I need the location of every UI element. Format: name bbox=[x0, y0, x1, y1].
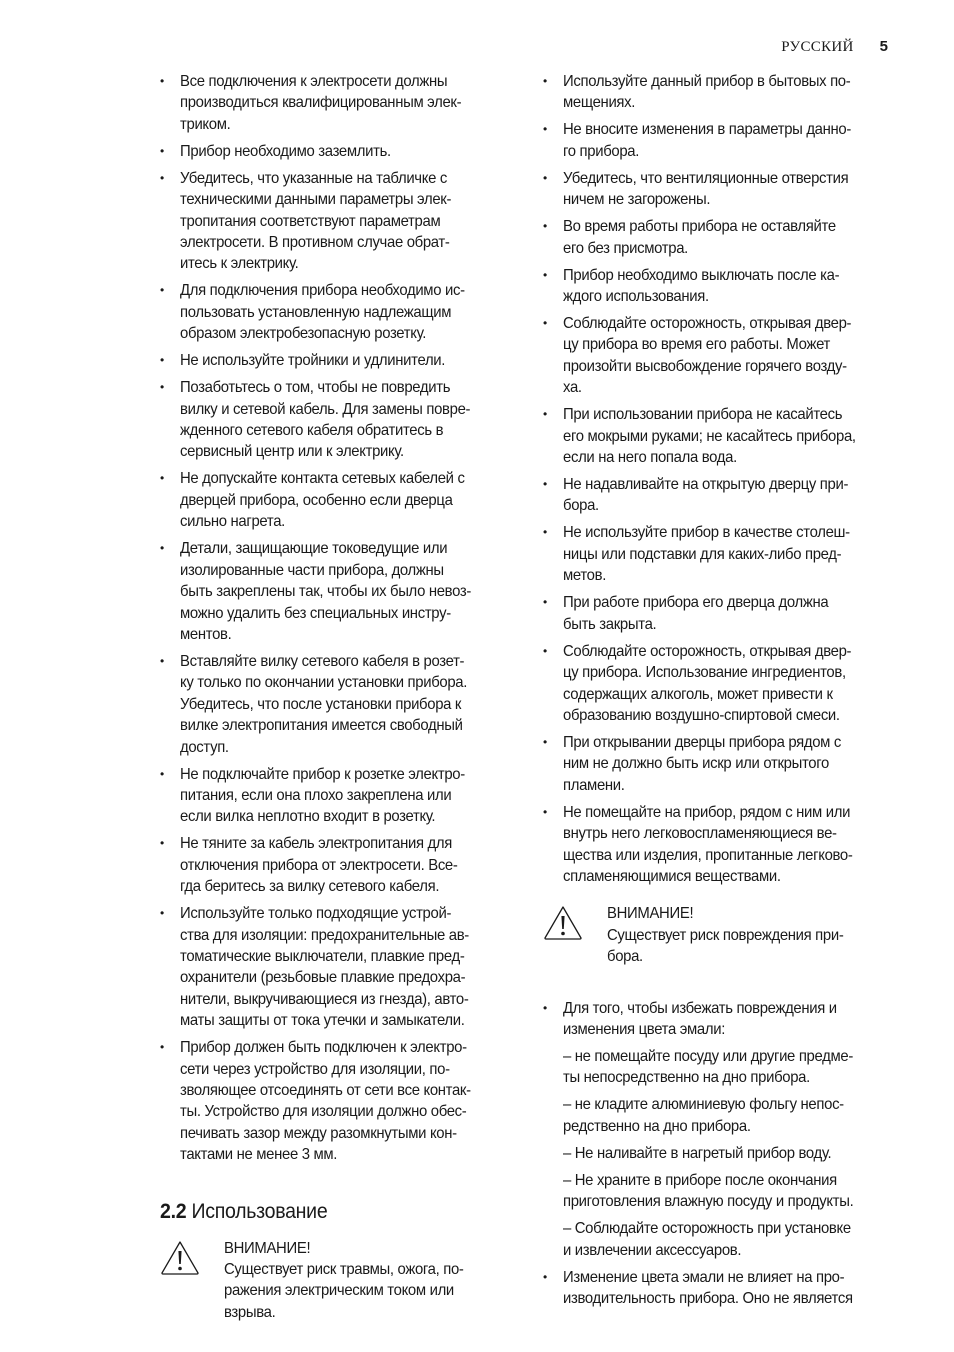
text-line: Используйте данный прибор в бытовых по- bbox=[563, 73, 851, 90]
text-line: – не кладите алюминиевую фольгу непос- bbox=[563, 1096, 844, 1114]
text-line: вилку и сетевой кабель. Для замены повре- bbox=[180, 400, 471, 418]
enamel-care-list bbox=[543, 998, 888, 1310]
text-line: Детали, защищающие токоведущие или bbox=[180, 540, 448, 558]
text-line: цу прибора во время его работы. Может bbox=[563, 336, 831, 354]
text-line: Убедитесь, что вентиляционные отверстия bbox=[563, 169, 849, 187]
text-line: вилке электропитания имеется свободный bbox=[180, 717, 463, 735]
text-line: бора. bbox=[607, 948, 643, 966]
text-line: Используйте только подходящие устрой- bbox=[180, 905, 452, 923]
bullet-icon: • bbox=[160, 471, 165, 486]
safety-list-usage bbox=[543, 71, 888, 887]
text-line: его мокрыми руками; не касайтесь прибора, bbox=[563, 427, 856, 445]
text-line: томатические выключатели, плавкие пред- bbox=[180, 947, 465, 965]
list-item bbox=[160, 468, 505, 532]
bullet-icon: • bbox=[160, 836, 165, 851]
warning-triangle-icon bbox=[543, 903, 607, 967]
section-heading bbox=[160, 1200, 481, 1224]
bullet-icon: • bbox=[160, 283, 165, 298]
bullet-icon: • bbox=[543, 170, 548, 185]
text-line: произойти высвобождение горячего возду- bbox=[563, 357, 847, 375]
warning-text bbox=[607, 925, 861, 968]
text-line: сильно нагрета. bbox=[180, 513, 285, 531]
text-line: цу прибора. Использование ингредиентов, bbox=[563, 664, 846, 682]
text-line: если на него попала вода. bbox=[563, 449, 737, 467]
text-line: триком. bbox=[180, 115, 231, 133]
text-line: ницы или подставки для каких-либо пред- bbox=[563, 545, 842, 563]
bullet-icon: • bbox=[543, 804, 548, 819]
bullet-icon: • bbox=[543, 595, 548, 610]
text-line: Убедитесь, что после установки прибора к bbox=[180, 695, 462, 713]
text-line: Не надавливайте на открытую дверцу при- bbox=[563, 476, 849, 494]
text-line: го прибора. bbox=[563, 142, 640, 160]
list-item bbox=[160, 350, 505, 371]
list-item bbox=[160, 377, 505, 463]
bullet-icon: • bbox=[160, 170, 165, 185]
text-line: метов. bbox=[563, 567, 607, 585]
warning-title: ВНИМАНИЕ! bbox=[607, 905, 694, 923]
list-item bbox=[543, 1267, 888, 1310]
bullet-icon: • bbox=[543, 1000, 548, 1015]
text-line: – не помещайте посуду или другие предме- bbox=[563, 1047, 853, 1065]
bullet-icon: • bbox=[543, 477, 548, 492]
bullet-icon: • bbox=[160, 653, 165, 668]
text-line: можно удалить без специальных инстру- bbox=[180, 604, 451, 622]
bullet-icon: • bbox=[543, 525, 548, 540]
list-item bbox=[543, 732, 888, 796]
right-column bbox=[543, 71, 888, 1315]
language-label: РУССКИЙ bbox=[781, 39, 854, 55]
list-item bbox=[543, 313, 888, 399]
text-line: охранители (резьбовые плавкие предохра- bbox=[180, 969, 466, 987]
list-item bbox=[160, 71, 505, 135]
list-item bbox=[543, 592, 888, 635]
text-line: и извлечении аксессуаров. bbox=[563, 1241, 742, 1259]
text-line: электросети. В противном случае обрат- bbox=[180, 234, 450, 252]
list-item bbox=[160, 538, 505, 645]
text-line: ха. bbox=[563, 379, 582, 397]
text-line: нители, выкручивающиеся из гнезда), авто- bbox=[180, 990, 469, 1008]
sub-list-item bbox=[543, 1094, 888, 1137]
text-line: ждого использования. bbox=[563, 288, 709, 306]
text-line: Не тяните за кабель электропитания для bbox=[180, 835, 453, 853]
text-line: ку только по окончании установки прибора. bbox=[180, 674, 468, 692]
bullet-icon: • bbox=[543, 122, 548, 137]
text-line: сети через устройство для изоляции, по- bbox=[180, 1060, 450, 1078]
text-line: содержащих алкоголь, может привести к bbox=[563, 685, 833, 703]
warning-text bbox=[224, 1259, 482, 1323]
bullet-icon: • bbox=[543, 407, 548, 422]
list-item bbox=[543, 474, 888, 517]
list-item bbox=[543, 641, 888, 727]
text-line: – Не наливайте в нагретый прибор воду. bbox=[563, 1144, 832, 1162]
text-line: изолированные части прибора, должны bbox=[180, 561, 444, 579]
text-line: редственно на дно прибора. bbox=[563, 1117, 751, 1135]
bullet-icon: • bbox=[543, 734, 548, 749]
bullet-icon: • bbox=[543, 219, 548, 234]
text-line: ним не должно быть искр или открытого bbox=[563, 755, 829, 773]
text-line: образованию воздушно-спиртовой смеси. bbox=[563, 706, 840, 724]
text-line: Не помещайте на прибор, рядом с ним или bbox=[563, 803, 851, 821]
text-line: печивать зазор между разомкнутыми кон- bbox=[180, 1124, 457, 1142]
list-item bbox=[160, 280, 505, 344]
bullet-icon: • bbox=[160, 143, 165, 158]
text-line: тропитания соответствуют параметрам bbox=[180, 212, 441, 230]
list-item bbox=[543, 168, 888, 211]
warning-box bbox=[160, 1238, 505, 1324]
text-line: сервисный центр или к электрику. bbox=[180, 443, 404, 461]
list-item bbox=[160, 833, 505, 897]
text-line: Для подключения прибора необходимо ис- bbox=[180, 282, 465, 300]
text-line: техническими данными параметры элек- bbox=[180, 191, 452, 209]
text-line: пламени. bbox=[563, 776, 625, 794]
text-line: образом электробезопасную розетку. bbox=[180, 325, 427, 343]
bullet-icon: • bbox=[543, 643, 548, 658]
text-line: гда беритесь за вилку сетевого кабеля. bbox=[180, 878, 440, 896]
list-item bbox=[543, 522, 888, 586]
text-line: внутрь него легковоспламеняющиеся ве- bbox=[563, 825, 837, 843]
text-line: Позаботьтесь о том, чтобы не повредить bbox=[180, 379, 451, 397]
text-line: доступ. bbox=[180, 738, 229, 756]
text-line: Соблюдайте осторожность, открывая двер- bbox=[563, 315, 852, 333]
text-line: щества или изделия, пропитанные легково- bbox=[563, 846, 853, 864]
text-line: Не вносите изменения в параметры данно- bbox=[563, 121, 852, 139]
text-line: – Не храните в приборе после окончания bbox=[563, 1171, 837, 1189]
bullet-icon: • bbox=[160, 541, 165, 556]
text-line: Соблюдайте осторожность, открывая двер- bbox=[563, 642, 852, 660]
bullet-icon: • bbox=[543, 316, 548, 331]
list-item bbox=[160, 1037, 505, 1165]
list-item bbox=[543, 998, 888, 1041]
text-line: спламеняющимися веществами. bbox=[563, 867, 781, 885]
text-line: Прибор необходимо заземлить. bbox=[180, 142, 391, 160]
list-item bbox=[543, 802, 888, 888]
text-line: Прибор должен быть подключен к электро- bbox=[180, 1039, 467, 1057]
text-line: ты. Устройство для изоляции должно обес- bbox=[180, 1103, 467, 1121]
text-line: изводительность прибора. Оно не является bbox=[563, 1290, 853, 1307]
page-number: 5 bbox=[879, 38, 888, 55]
text-line: Не подключайте прибор к розетке электро- bbox=[180, 765, 465, 783]
text-line: Существует риск травмы, ожога, по- bbox=[224, 1261, 464, 1279]
sub-list-item bbox=[543, 1143, 888, 1164]
text-line: Существует риск повреждения при- bbox=[607, 926, 844, 944]
sub-list-item bbox=[543, 1218, 888, 1261]
text-line: Не используйте тройники и удлинители. bbox=[180, 352, 446, 370]
text-line: ничем не загорожены. bbox=[563, 191, 711, 209]
text-line: Прибор необходимо выключать после ка- bbox=[563, 266, 840, 284]
list-item bbox=[543, 216, 888, 259]
text-line: быть закреплены так, чтобы их было невоз- bbox=[180, 583, 472, 601]
text-line: Не используйте прибор в качестве столеш- bbox=[563, 524, 850, 542]
text-line: При открывании дверцы прибора рядом с bbox=[563, 733, 841, 751]
text-line: Не допускайте контакта сетевых кабелей с bbox=[180, 470, 465, 488]
text-line: Вставляйте вилку сетевого кабеля в розет- bbox=[180, 652, 465, 670]
text-line: Все подключения к электросети должны bbox=[180, 73, 448, 90]
text-line: питания, если она плохо закреплена или bbox=[180, 786, 452, 804]
section-title: Использование bbox=[191, 1199, 328, 1223]
list-item bbox=[543, 404, 888, 468]
list-item bbox=[160, 141, 505, 162]
text-line: ства для изоляции: предохранительные ав- bbox=[180, 926, 469, 944]
text-line: При использовании прибора не касайтесь bbox=[563, 406, 843, 424]
text-line: его без присмотра. bbox=[563, 239, 688, 257]
text-line: тактами не менее 3 мм. bbox=[180, 1146, 338, 1164]
safety-list-electrical bbox=[160, 71, 505, 1166]
text-line: бора. bbox=[563, 497, 599, 515]
text-line: ментов. bbox=[180, 625, 232, 643]
list-item bbox=[160, 903, 505, 1031]
text-line: зволяющее отсоединять от сети все контак- bbox=[180, 1082, 471, 1099]
warning-title: ВНИМАНИЕ! bbox=[224, 1239, 311, 1257]
text-line: жденного сетевого кабеля обратитесь в bbox=[180, 422, 444, 440]
list-item bbox=[160, 651, 505, 758]
text-line: ты непосредственно на дно прибора. bbox=[563, 1069, 810, 1087]
list-item bbox=[543, 119, 888, 162]
text-line: ражения электрическим током или bbox=[224, 1282, 454, 1300]
text-line: При работе прибора его дверца должна bbox=[563, 594, 829, 612]
text-line: изменения цвета эмали: bbox=[563, 1020, 726, 1038]
bullet-icon: • bbox=[543, 267, 548, 282]
list-item bbox=[543, 71, 888, 114]
bullet-icon: • bbox=[160, 74, 165, 88]
left-column bbox=[160, 71, 505, 1323]
list-item bbox=[160, 764, 505, 828]
text-line: итесь к электрику. bbox=[180, 255, 299, 273]
list-item bbox=[160, 168, 505, 275]
sub-list-item bbox=[543, 1046, 888, 1089]
text-line: маты защиты от тока утечки и замыкатели. bbox=[180, 1012, 465, 1030]
section-number: 2.2 bbox=[160, 1199, 187, 1223]
text-line: отключения прибора от электросети. Все- bbox=[180, 856, 458, 874]
text-line: мещениях. bbox=[563, 94, 636, 112]
sub-list-item bbox=[543, 1170, 888, 1213]
bullet-icon: • bbox=[160, 766, 165, 781]
bullet-icon: • bbox=[160, 353, 165, 368]
text-line: Изменение цвета эмали не влияет на про- bbox=[563, 1268, 845, 1286]
bullet-icon: • bbox=[160, 1040, 165, 1055]
text-line: взрыва. bbox=[224, 1303, 276, 1321]
bullet-icon: • bbox=[160, 380, 165, 395]
text-line: пользовать установленную надлежащим bbox=[180, 303, 452, 321]
text-line: приготовления влажную посуду и продукты. bbox=[563, 1193, 854, 1211]
text-line: – Соблюдайте осторожность при установке bbox=[563, 1220, 851, 1238]
text-line: Убедитесь, что указанные на табличке с bbox=[180, 169, 447, 187]
bullet-icon: • bbox=[160, 906, 165, 921]
bullet-icon: • bbox=[543, 74, 548, 88]
page-header bbox=[781, 38, 888, 56]
warning-triangle-icon bbox=[160, 1238, 224, 1324]
text-line: быть закрыта. bbox=[563, 615, 657, 633]
text-line: производиться квалифицированным элек- bbox=[180, 94, 462, 112]
text-line: Для того, чтобы избежать повреждения и bbox=[563, 999, 837, 1017]
bullet-icon: • bbox=[543, 1269, 548, 1284]
warning-box bbox=[543, 903, 888, 967]
text-line: дверцей прибора, особенно если дверца bbox=[180, 491, 453, 509]
list-item bbox=[543, 265, 888, 308]
text-line: Во время работы прибора не оставляйте bbox=[563, 218, 836, 236]
text-line: если вилка неплотно входит в розетку. bbox=[180, 808, 436, 826]
